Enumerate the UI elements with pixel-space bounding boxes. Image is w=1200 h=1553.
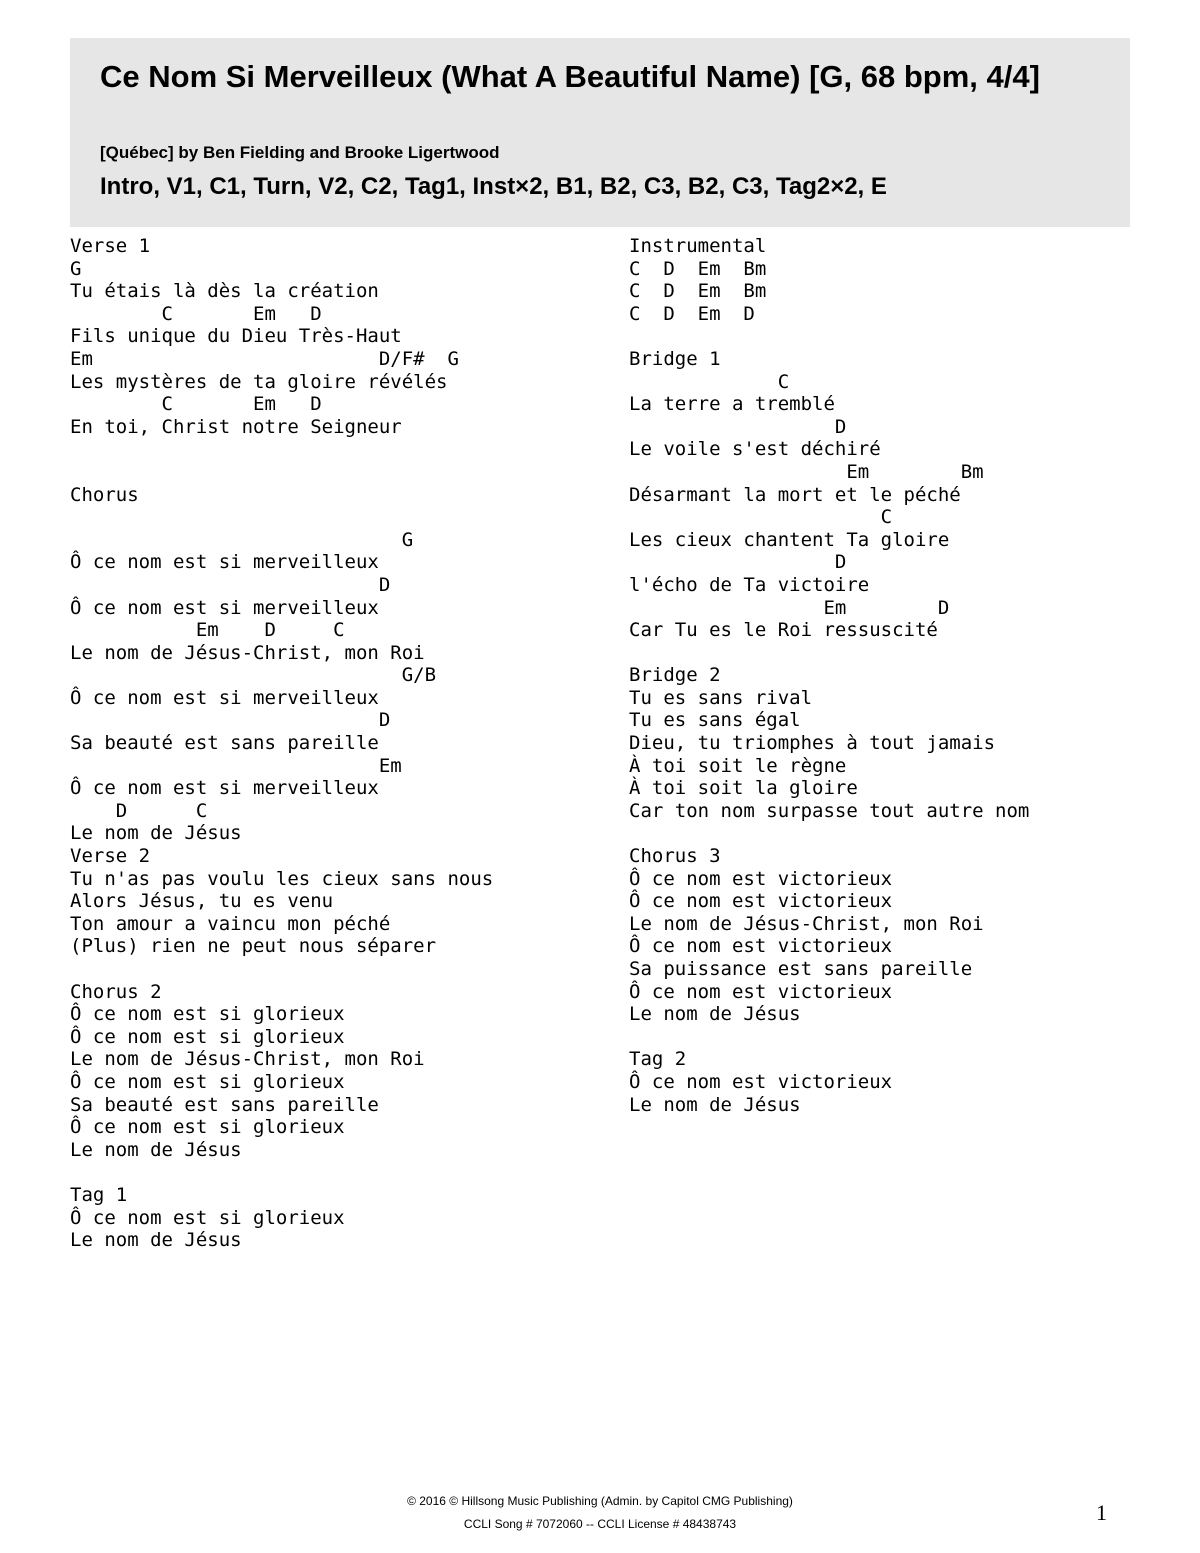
copyright-notice: © 2016 © Hillsong Music Publishing (Admin. by Capitol CMG Publishing)	[407, 1494, 793, 1508]
lyric-line: Car Tu es le Roi ressuscité	[629, 619, 938, 642]
chord-line: D	[70, 573, 391, 596]
chord-line: C D Em D	[629, 302, 755, 325]
lyric-line: Ô ce nom est si glorieux	[70, 1206, 345, 1229]
section-tag-2	[629, 1048, 1169, 1116]
lyric-line: Les mystères de ta gloire révélés	[70, 370, 448, 393]
lyric-line: Ton amour a vaincu mon péché	[70, 912, 391, 935]
lyric-line: Ô ce nom est si glorieux	[70, 1025, 345, 1048]
lyric-line: Ô ce nom est si merveilleux	[70, 596, 379, 619]
chord-line: D	[629, 551, 847, 574]
section-bridge-1	[629, 348, 1169, 642]
lyric-line: Désarmant la mort et le péché	[629, 483, 961, 506]
section-verse-1	[70, 235, 610, 438]
section-chorus-3	[629, 845, 1169, 1026]
lyric-line: Ô ce nom est si merveilleux	[70, 777, 379, 800]
section-label: Verse 2	[70, 845, 151, 867]
chord-line: G	[70, 528, 414, 551]
lyric-line: Sa beauté est sans pareille	[70, 1093, 379, 1116]
section-tag-1	[70, 1184, 610, 1252]
section-label: Instrumental	[629, 235, 767, 257]
song-arrangement: Intro, V1, C1, Turn, V2, C2, Tag1, Inst×2, B1, B2, C3, B2, C3, Tag2×2, E	[100, 173, 887, 200]
chord-line: C	[629, 506, 893, 529]
lyric-line: À toi soit la gloire	[629, 777, 858, 800]
page-number: 1	[1096, 1500, 1107, 1525]
lyric-line: Le nom de Jésus-Christ, mon Roi	[629, 912, 984, 935]
section-label: Tag 2	[629, 1048, 687, 1071]
lyric-line: Tu es sans égal	[629, 709, 801, 732]
lyric-line: Les cieux chantent Ta gloire	[629, 528, 950, 551]
lyric-line: Ô ce nom est victorieux	[629, 867, 893, 890]
chord-line: Em	[70, 754, 402, 777]
chord-line: Em Bm	[629, 460, 984, 483]
ccli-notice: CCLI Song # 7072060 -- CCLI License # 48438743	[463, 1517, 737, 1531]
lyric-line: Dieu, tu triomphes à tout jamais	[629, 732, 996, 755]
chord-line: C D Em Bm	[629, 257, 767, 280]
chord-line: D	[70, 709, 391, 732]
section-chorus	[70, 484, 610, 846]
lyric-line: À toi soit le règne	[629, 754, 847, 777]
chord-line: C Em D	[70, 393, 322, 416]
lyric-line: Ô ce nom est si glorieux	[70, 1070, 345, 1093]
song-title: Ce Nom Si Merveilleux (What A Beautiful Name) [G, 68 bpm, 4/4]	[100, 59, 1040, 94]
lyric-line: Car ton nom surpasse tout autre nom	[629, 799, 1030, 822]
lyric-line: Ô ce nom est victorieux	[629, 935, 893, 958]
section-label: Bridge 2	[629, 664, 721, 687]
section-label: Bridge 1	[629, 347, 721, 370]
blank-line	[70, 506, 610, 529]
right-column	[629, 235, 1169, 1139]
song-authors: [Québec] by Ben Fielding and Brooke Ligertwood	[100, 143, 500, 162]
lyric-line: Sa beauté est sans pareille	[70, 732, 379, 755]
section-label: Verse 1	[70, 235, 151, 257]
lyric-line: Le nom de Jésus	[629, 1093, 801, 1116]
lyric-line: Le nom de Jésus	[70, 822, 242, 845]
lyric-line: Le voile s'est déchiré	[629, 438, 881, 461]
section-label: Chorus 3	[629, 845, 721, 868]
chord-line: G	[70, 257, 82, 280]
lyric-line: Le nom de Jésus	[70, 1138, 242, 1161]
lyric-line: Alors Jésus, tu es venu	[70, 890, 334, 913]
chord-line: C D Em Bm	[629, 280, 767, 303]
lyric-line: Sa puissance est sans pareille	[629, 958, 973, 980]
chord-line: D C	[70, 799, 208, 822]
lyric-line: (Plus) rien ne peut nous séparer	[70, 935, 437, 958]
lyric-line: La terre a tremblé	[629, 393, 835, 416]
chord-line: C	[629, 370, 790, 393]
section-label: Chorus 2	[70, 980, 162, 1003]
lyric-line: Le nom de Jésus-Christ, mon Roi	[70, 641, 425, 664]
lyric-line: l'écho de Ta victoire	[629, 573, 870, 596]
section-instrumental	[629, 235, 1169, 325]
section-verse-2	[70, 845, 610, 958]
lyric-line: En toi, Christ notre Seigneur	[70, 415, 402, 438]
left-column	[70, 235, 610, 890]
lyric-line: Tu es sans rival	[629, 686, 813, 709]
left-column-lower	[70, 845, 610, 1274]
lyric-line: Le nom de Jésus	[70, 1229, 242, 1252]
chord-line: Em D/F# G	[70, 347, 459, 370]
lyric-line: Ô ce nom est si glorieux	[70, 1003, 345, 1026]
lyric-line: Ô ce nom est victorieux	[629, 890, 893, 913]
chord-line: G/B	[70, 664, 437, 687]
lyric-line: Fils unique du Dieu Très-Haut	[70, 325, 402, 348]
chord-line: Em D	[629, 596, 950, 619]
chord-line: D	[629, 415, 847, 438]
lyric-line: Ô ce nom est si merveilleux	[70, 686, 379, 709]
chord-line: C Em D	[70, 302, 322, 325]
lyric-line: Tu n'as pas voulu les cieux sans nous	[70, 867, 494, 890]
lyric-line: Ô ce nom est si glorieux	[70, 1116, 345, 1139]
section-label: Tag 1	[70, 1183, 128, 1206]
chord-line: Em D C	[70, 619, 345, 642]
lyric-line: Le nom de Jésus	[629, 1003, 801, 1026]
lyric-line: Tu étais là dès la création	[70, 280, 379, 303]
lyric-line: Ô ce nom est victorieux	[629, 980, 893, 1003]
song-header	[70, 38, 1130, 227]
lyric-line: Le nom de Jésus-Christ, mon Roi	[70, 1048, 425, 1071]
lyric-line: Ô ce nom est si merveilleux	[70, 551, 379, 574]
lyric-line: Ô ce nom est victorieux	[629, 1070, 893, 1093]
section-bridge-2	[629, 664, 1169, 822]
section-label: Chorus	[70, 483, 139, 506]
section-chorus-2	[70, 981, 610, 1162]
